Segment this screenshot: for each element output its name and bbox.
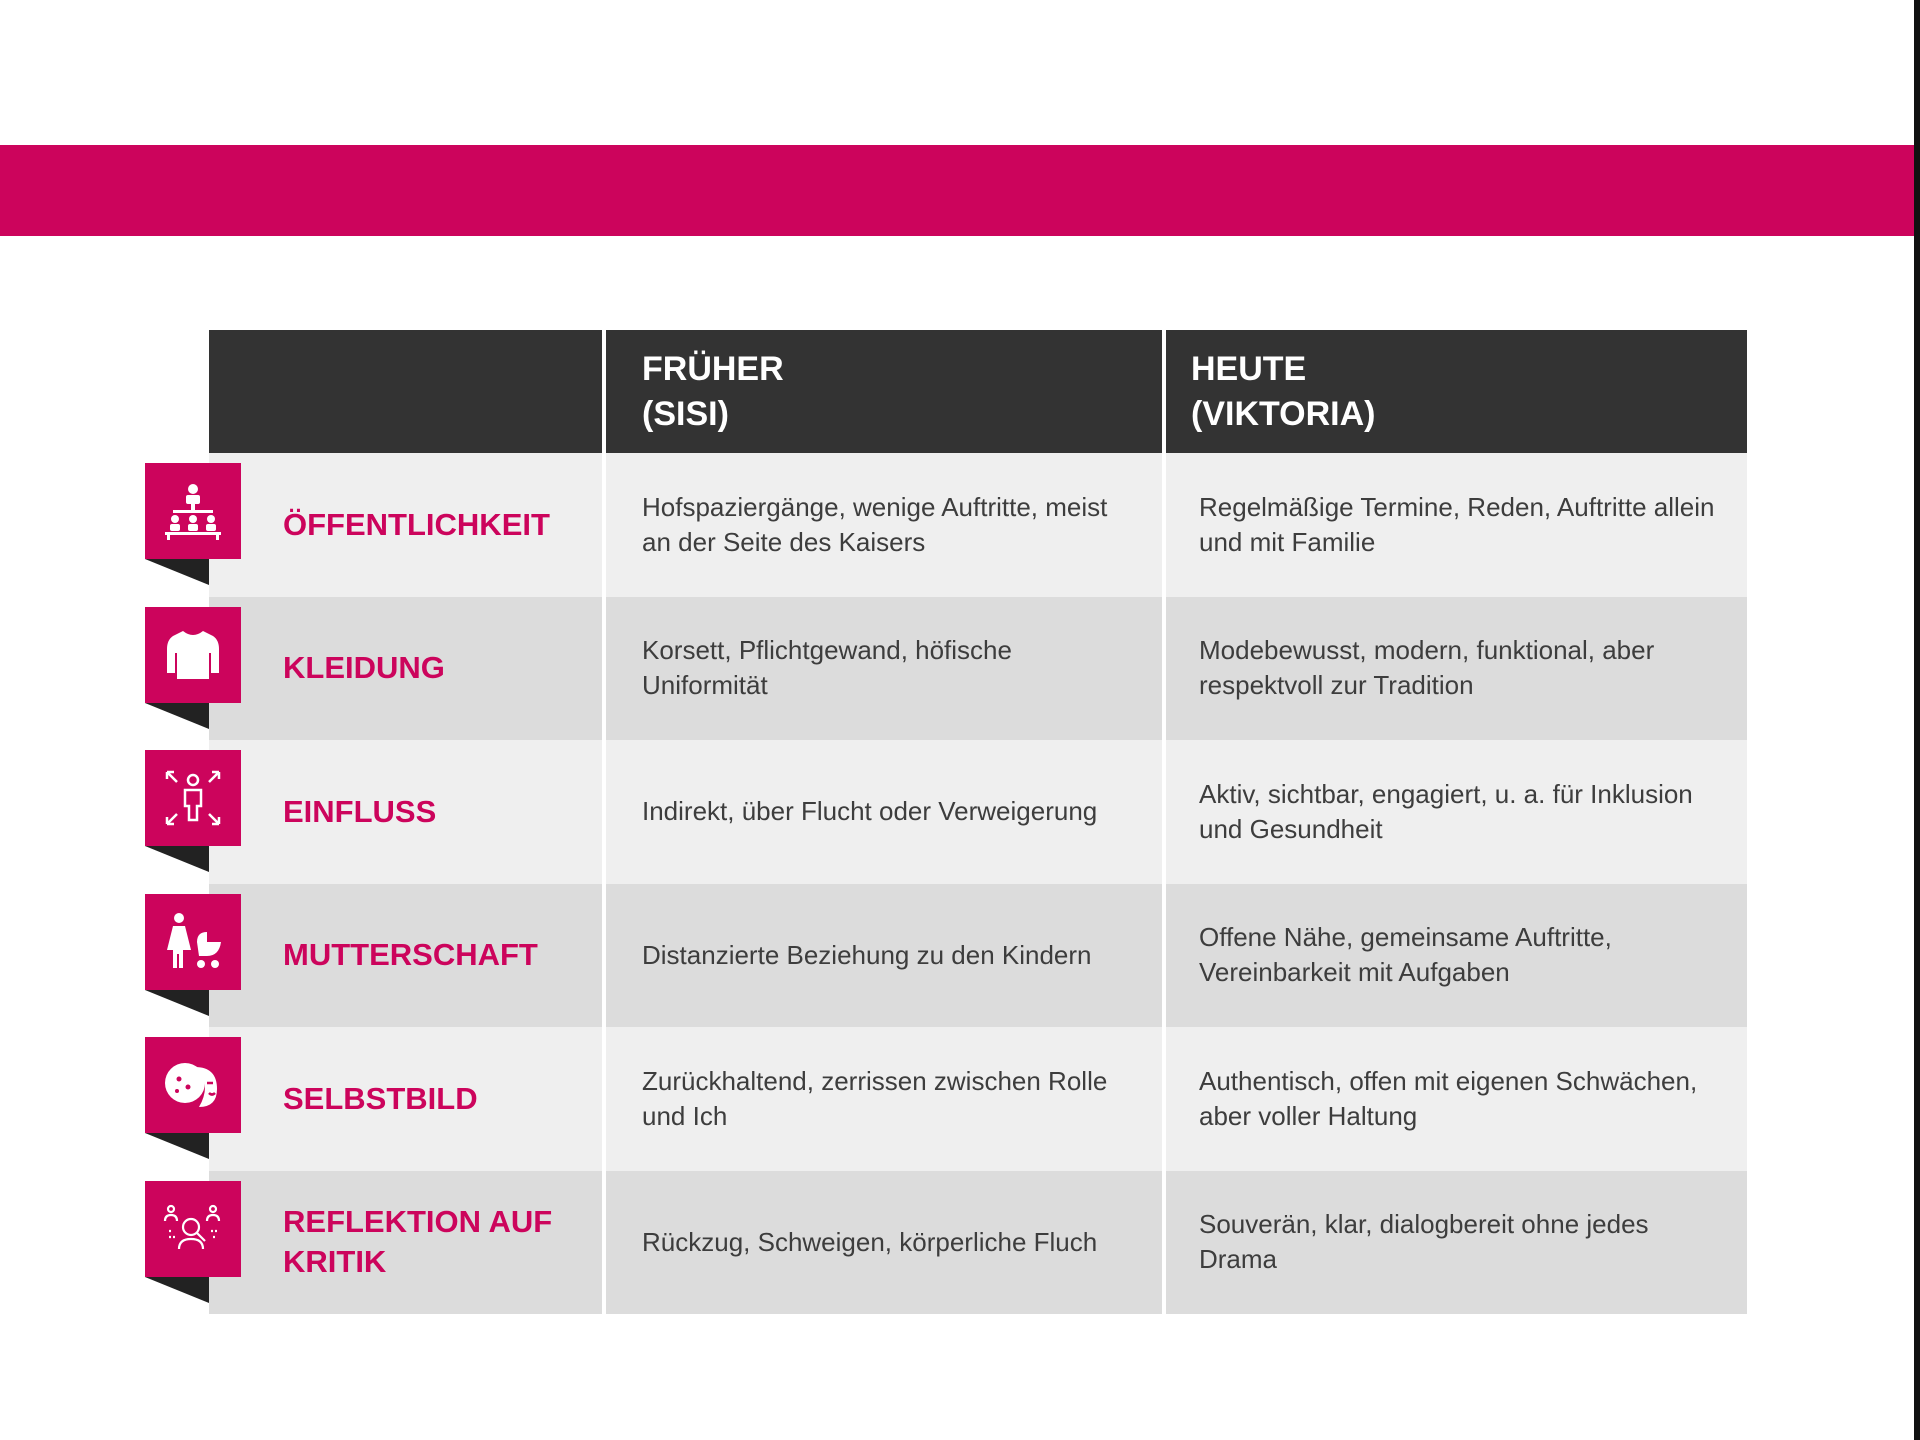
badge-fold — [145, 1133, 209, 1159]
badge-fold — [145, 1277, 209, 1303]
column-divider — [1162, 597, 1166, 741]
row-badge — [145, 750, 241, 846]
row-badge — [145, 607, 241, 703]
row-label-cell — [283, 1171, 593, 1315]
table-row — [209, 597, 1747, 741]
row-badge — [145, 1037, 241, 1133]
frueher-cell — [642, 1027, 1132, 1171]
column-divider — [602, 330, 606, 453]
frueher-text: Distanzierte Beziehung zu den Kindern — [642, 939, 1092, 970]
header-frueher — [642, 330, 1142, 453]
column-divider — [1162, 1027, 1166, 1171]
reflection-icon — [161, 1197, 225, 1261]
table-row — [209, 740, 1747, 884]
table-row — [209, 884, 1747, 1028]
heute-text: Souverän, klar, dialogbereit ohne jedes Drama — [1199, 1209, 1649, 1275]
badge-fold — [145, 990, 209, 1016]
frueher-cell — [642, 740, 1132, 884]
frueher-text: Korsett, Pflichtgewand, höfische Uniformität — [642, 635, 1012, 701]
row-label-cell — [283, 740, 593, 884]
heute-cell — [1199, 1027, 1719, 1171]
row-label-cell — [283, 884, 593, 1028]
frueher-cell — [642, 884, 1132, 1028]
row-badge — [145, 1181, 241, 1277]
row-label: KLEIDUNG — [283, 650, 445, 686]
column-divider — [602, 453, 606, 597]
row-label: REFLEKTION AUF KRITIK — [283, 1204, 553, 1280]
frueher-cell — [642, 597, 1132, 741]
heute-text: Aktiv, sichtbar, engagiert, u. a. für Inklusion und Gesundheit — [1199, 778, 1693, 844]
heute-text: Regelmäßige Termine, Reden, Auftritte allein und mit Familie — [1199, 491, 1715, 557]
frueher-text: Rückzug, Schweigen, körperliche Fluch — [642, 1226, 1098, 1257]
frueher-text: Hofspaziergänge, wenige Auftritte, meist an der Seite des Kaisers — [642, 491, 1108, 557]
page-right-border — [1914, 0, 1920, 1440]
heute-text: Offene Nähe, gemeinsame Auftritte, Vereinbarkeit mit Aufgaben — [1199, 922, 1612, 988]
comparison-table — [209, 330, 1747, 1314]
sweater-icon — [161, 623, 225, 687]
row-badge — [145, 463, 241, 559]
row-label: EINFLUSS — [283, 793, 437, 829]
mother-stroller-icon — [161, 910, 225, 974]
header-heute-label: HEUTE (VIKTORIA) — [1191, 349, 1376, 433]
faces-icon — [161, 1053, 225, 1117]
row-label: SELBSTBILD — [283, 1080, 478, 1116]
person-arrows-icon — [161, 766, 225, 830]
column-divider — [602, 597, 606, 741]
table-row — [209, 453, 1747, 597]
column-divider — [1162, 884, 1166, 1028]
frueher-text: Indirekt, über Flucht oder Verweigerung — [642, 796, 1098, 827]
heute-cell — [1199, 453, 1719, 597]
column-divider — [602, 1171, 606, 1315]
row-badge — [145, 894, 241, 990]
badge-fold — [145, 703, 209, 729]
heute-cell — [1199, 1171, 1719, 1315]
header-frueher-label: FRÜHER (SISI) — [642, 349, 784, 433]
header-heute — [1191, 330, 1731, 453]
frueher-text: Zurückhaltend, zerrissen zwischen Rolle und Ich — [642, 1065, 1108, 1131]
column-divider — [1162, 740, 1166, 884]
table-row — [209, 1171, 1747, 1315]
column-divider — [602, 1027, 606, 1171]
row-label-cell — [283, 597, 593, 741]
row-label: MUTTERSCHAFT — [283, 937, 538, 973]
column-divider — [1162, 1171, 1166, 1315]
frueher-cell — [642, 1171, 1132, 1315]
frueher-cell — [642, 453, 1132, 597]
row-label-cell — [283, 453, 593, 597]
row-label-cell — [283, 1027, 593, 1171]
column-divider — [1162, 453, 1166, 597]
heute-cell — [1199, 884, 1719, 1028]
row-label: ÖFFENTLICHKEIT — [283, 506, 550, 542]
hierarchy-icon — [161, 479, 225, 543]
column-divider — [602, 740, 606, 884]
header-empty-cell — [209, 330, 602, 453]
badge-fold — [145, 559, 209, 585]
heute-cell — [1199, 740, 1719, 884]
badge-fold — [145, 846, 209, 872]
table-header-row — [209, 330, 1747, 453]
heute-text: Modebewusst, modern, funktional, aber respektvoll zur Tradition — [1199, 635, 1655, 701]
heute-cell — [1199, 597, 1719, 741]
title-banner — [0, 145, 1914, 236]
heute-text: Authentisch, offen mit eigenen Schwächen, aber voller Haltung — [1199, 1065, 1698, 1131]
table-row — [209, 1027, 1747, 1171]
column-divider — [1162, 330, 1166, 453]
column-divider — [602, 884, 606, 1028]
